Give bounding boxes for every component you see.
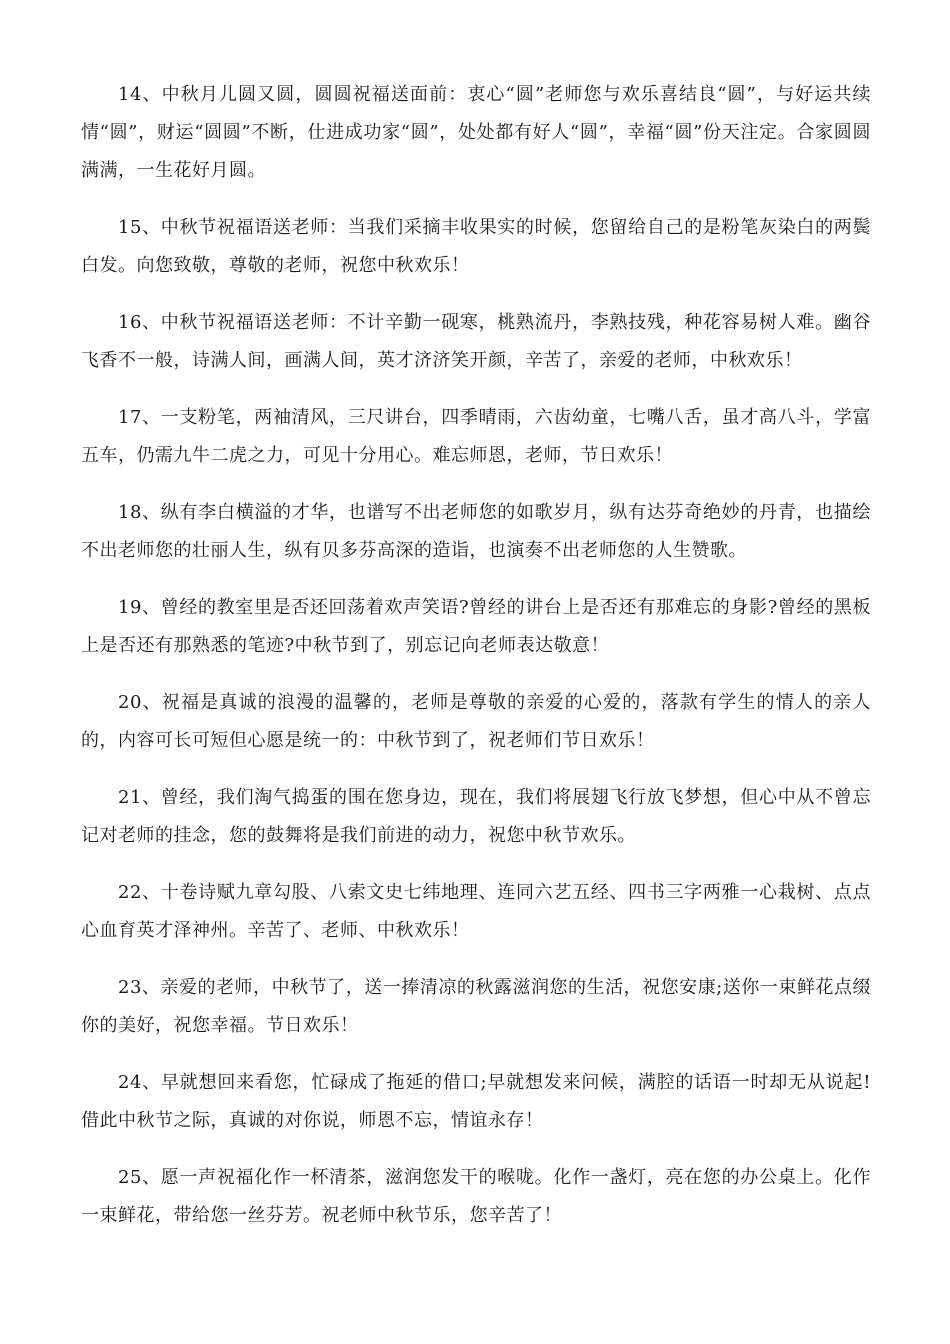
paragraph: 21、曾经，我们淘气捣蛋的围在您身边，现在，我们将展翅飞行放飞梦想，但心中从不曾忘记对老师的挂念，您的鼓舞将是我们前进的动力，祝您中秋节欢乐。 [81, 787, 871, 846]
paragraph: 18、纵有李白横溢的才华，也谱写不出老师您的如歌岁月，纵有达芬奇绝妙的丹青，也描绘不出老师您的壮丽人生，纵有贝多芬高深的造诣，也演奏不出老师您的人生赞歌。 [81, 502, 871, 561]
paragraph: 14、中秋月儿圆又圆，圆圆祝福送面前：衷心“圆”老师您与欢乐喜结良“圆”，与好运共续情“圆”，财运“圆圆”不断，仕进成功家“圆”，处处都有好人“圆”，幸福“圆”份天注定。合家圆圆满满，一生花好月圆。 [81, 84, 871, 181]
paragraph: 23、亲爱的老师，中秋节了，送一捧清凉的秋露滋润您的生活，祝您安康;送你一束鲜花点缀你的美好，祝您幸福。节日欢乐！ [81, 977, 871, 1036]
paragraph: 19、曾经的教室里是否还回荡着欢声笑语?曾经的讲台上是否还有那难忘的身影?曾经的黑板上是否还有那熟悉的笔迹?中秋节到了，别忘记向老师表达敬意！ [81, 597, 871, 656]
paragraph: 25、愿一声祝福化作一杯清茶，滋润您发干的喉咙。化作一盏灯，亮在您的办公桌上。化作一束鲜花，带给您一丝芬芳。祝老师中秋节乐，您辛苦了！ [81, 1167, 871, 1226]
paragraph: 24、早就想回来看您，忙碌成了拖延的借口;早就想发来问候，满腔的话语一时却无从说起!借此中秋节之际，真诚的对你说，师恩不忘，情谊永存！ [81, 1072, 871, 1131]
document-body [81, 76, 871, 1254]
paragraph: 16、中秋节祝福语送老师：不计辛勤一砚寒，桃熟流丹，李熟技残，种花容易树人难。幽谷飞香不一般，诗满人间，画满人间，英才济济笑开颜，辛苦了，亲爱的老师，中秋欢乐！ [81, 312, 871, 371]
paragraph: 17、一支粉笔，两袖清风，三尺讲台，四季晴雨，六齿幼童，七嘴八舌，虽才高八斗，学富五车，仍需九牛二虎之力，可见十分用心。难忘师恩，老师，节日欢乐！ [81, 407, 871, 466]
paragraph: 20、祝福是真诚的浪漫的温馨的，老师是尊敬的亲爱的心爱的，落款有学生的情人的亲人的，内容可长可短但心愿是统一的：中秋节到了，祝老师们节日欢乐！ [81, 692, 871, 751]
paragraph: 22、十卷诗赋九章勾股、八索文史七纬地理、连同六艺五经、四书三字两雅一心栽树、点点心血育英才泽神州。辛苦了、老师、中秋欢乐！ [81, 882, 871, 941]
paragraph: 15、中秋节祝福语送老师：当我们采摘丰收果实的时候，您留给自己的是粉笔灰染白的两鬓白发。向您致敬，尊敬的老师，祝您中秋欢乐！ [81, 217, 871, 276]
